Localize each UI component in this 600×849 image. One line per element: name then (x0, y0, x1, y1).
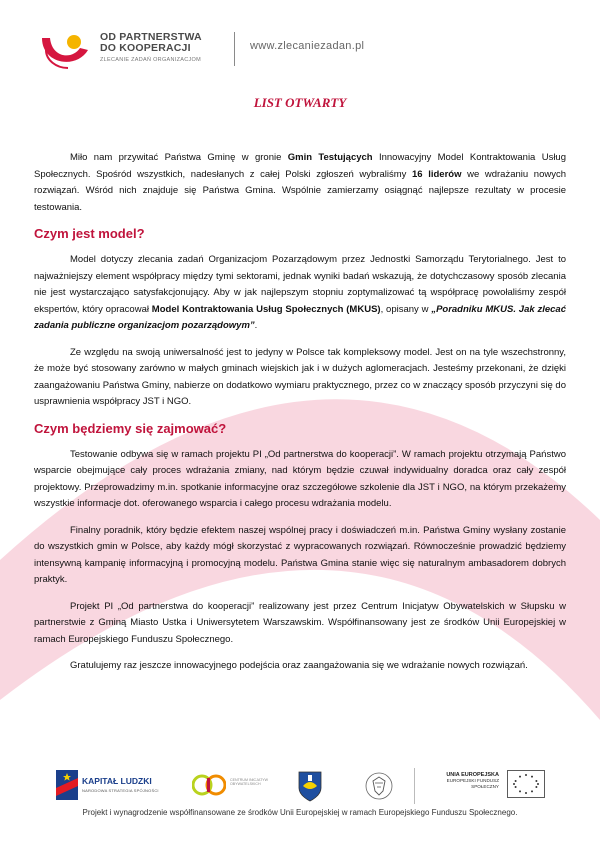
model-text-2: , opisany w (380, 303, 432, 315)
footer-divider (414, 768, 415, 804)
header-divider (234, 32, 235, 66)
eu-flag-icon (507, 770, 545, 798)
kapital-ludzki-logo (52, 766, 172, 806)
model-paragraph-1 (34, 252, 566, 335)
cio-logo-icon (192, 770, 226, 800)
eu-logo (427, 766, 547, 806)
cio-logo (192, 766, 272, 806)
logo-line-1: OD PARTNERSTWA (100, 31, 202, 43)
intro-bold-2: 16 liderów (412, 168, 462, 180)
activities-paragraph-1: Testowanie odbywa się w ramach projektu PI „Od partnerstwa do kooperacji”. W ramach projektu otrzymają Państwo wsparcie obejmujące cały proces wdrażania zmiany, nad którym będzie czuwał indywidualny doradca oraz cały zespół projektowy. Przeprowadzimy m.in. spotkanie informacyjne oraz szczegółowe szkolenie dla JST i NGO, na którym przekażemy wszystkie informacje dot. oferowanego wsparcia i całego procesu wdrażania modelu. (34, 448, 566, 509)
kapital-ludzki-tagline: NARODOWA STRATEGIA SPÓJNOŚCI (82, 788, 159, 793)
model-paragraph-2: Ze względu na swoją uniwersalność jest to jedyny w Polsce tak kompleksowy model. Jest on na tyle wszechstronny, że może być stosowany zarówno w małych gminach wiejskich jak i w dużych aglomeracjach. Jesteśmy przekonani, że dzięki zaangażowaniu Państwa Gminy, nabierze on dodatkowo wymiaru praktycznego, przez co w znaczący sposób przyczyni się do usprawnienia współpracy JST i NGO. (34, 346, 566, 407)
intro-text-2: Innowacyjny Model Kontraktowania Usług Społecznych. Spośród wszystkich, nadesłanych z całej Polski zgłoszeń wybraliśmy (34, 152, 566, 180)
logo-wordmark (100, 32, 202, 63)
cio-name: CENTRUM INICJATYW OBYWATELSKICH (230, 778, 269, 787)
kapital-ludzki-name: KAPITAŁ LUDZKI (82, 776, 152, 786)
closing-paragraph: Gratulujemy raz jeszcze innowacyjnego podejścia oraz zaangażowania się we wdrażanie nowych rozwiązań. (70, 660, 528, 671)
logo-line-2: DO KOOPERACJI (100, 42, 191, 54)
eu-fund-name: EUROPEJSKI FUNDUSZ SPOŁECZNY (446, 778, 499, 789)
model-guide-title: „Poradniku MKUS. Jak zlecać zadania publiczne organizacjom pozarządowym” (34, 303, 566, 331)
section-heading-activities: Czym będziemy się zajmować? (34, 420, 227, 436)
website-url[interactable]: www.zlecaniezadan.pl (250, 40, 365, 52)
document-title: LIST OTWARTY (253, 95, 347, 110)
eu-name: UNIA EUROPEJSKA (446, 772, 499, 778)
activities-paragraph-3: Projekt PI „Od partnerstwa do kooperacji” realizowany jest przez Centrum Inicjatyw Obywatelskich w Słupsku w partnerstwie z Gminą Miasto Ustka i Uniwersytetem Warszawskim. Współfinansowany jest ze środków Unii Europejskiej w ramach Europejskiego Funduszu Społecznego. (34, 600, 566, 645)
intro-text-3: we wdrażaniu nowych rozwiązań. Wśród nich znajduje się Państwa Gmina. Wspólnie zamierzamy osiągnąć najlepsze rezultaty w procesie testowania. (34, 168, 567, 213)
page-header (38, 28, 568, 78)
footer-logos (52, 766, 552, 810)
intro-text-1: Miło nam przywitać Państwa Gminę w gronie (70, 152, 288, 163)
cofinancing-note: Projekt i wynagrodzenie współfinansowane ze środków Unii Europejskiej w ramach Europejskiego Funduszu Społecznego. (82, 808, 518, 817)
partnership-logo-icon (38, 30, 94, 74)
model-text-3: . (254, 320, 258, 331)
intro-paragraph (34, 150, 566, 216)
section-heading-model: Czym jest model? (34, 226, 145, 241)
intro-bold-1: Gmin Testujących (287, 152, 373, 163)
activities-paragraph-2: Finalny poradnik, który będzie efektem naszej wspólnej pracy i doświadczeń m.in. Państwa Gminy wysłany zostanie do wszystkich gmin w Polsce, aby każdy mógł skorzystać z wypracowanych rozwiązań. Równocześnie prowadzić będziemy intensywną kampanię informacyjną i promocyjną modelu. Państwa Gmina stanie więc się naturalnym ambasadorem dobrych praktyk. (34, 524, 566, 585)
university-crest-icon (365, 766, 393, 806)
eu-text (427, 772, 499, 790)
letter-body (34, 150, 566, 685)
kapital-ludzki-flag-icon (56, 770, 78, 800)
model-bold-mkus: Model Kontraktowania Usług Społecznych (MKUS) (151, 303, 381, 315)
ustka-crest-icon (297, 766, 323, 806)
logo-tagline: ZLECANIE ZADAŃ ORGANIZACJOM (100, 57, 201, 63)
model-text-1: Model dotyczy zlecania zadań Organizacjom Pozarządowym przez Jednostki Samorządu Terytorialnego. Jest to najważniejszy element współpracy między tymi sektorami, jednak wyniki badań wskazują, że dotychczasowy sposób zlecania nie jest wystarczająco satysfakcjonujący. Aby w jak najlepszym stopniu zoptymalizować tą współpracę powołaliśmy zespół ekspertów, który opracował (34, 254, 566, 315)
